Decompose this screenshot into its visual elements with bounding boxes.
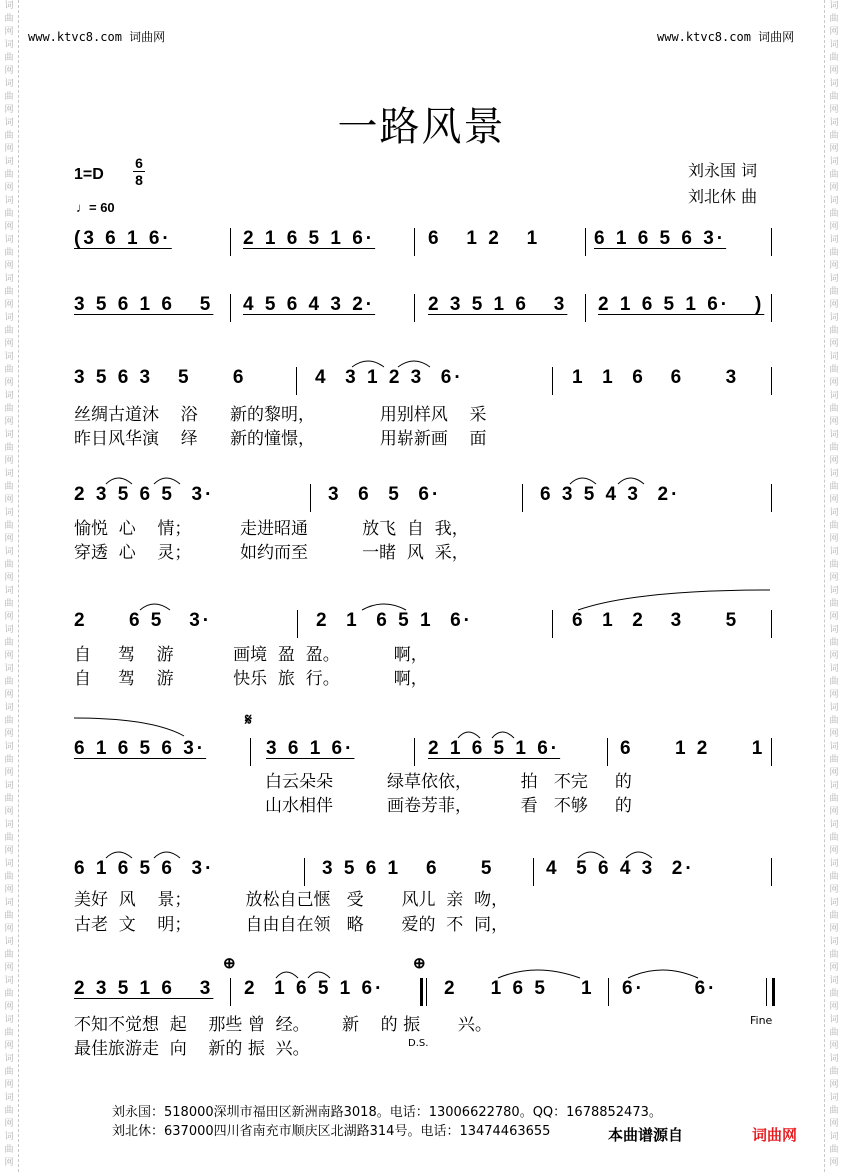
measure: 4 5 6 4 3 2·: [243, 294, 376, 315]
barline: [414, 738, 415, 766]
measure: 6 1 2 1: [428, 228, 541, 249]
lyrics-verse-1: 丝绸古道沐 浴 新的黎明， 用别样风 采: [74, 405, 487, 425]
watermark-strip-right: 词 曲 网 词 曲 网 词 曲 网 词 曲 网 词 曲 网 词 曲 网 词 曲 网 词 曲 网 词 曲 网 词 曲 网 词 曲 网 词 曲 网 词 曲 网 词 曲 网 词 曲 网 词 曲 网 词 曲 网 词 曲 网 词 曲 网 词 曲 网 词 曲 网 词 曲 网 词 曲 网 词 曲 网 词 曲 网 词 曲 网 词 曲 网 词 曲 网 词 曲 网 词 曲 网: [824, 0, 843, 1172]
barline: [771, 610, 772, 638]
lyrics-verse-1: 愉悦 心 情； 走进昭通 放飞 自 我，: [74, 519, 469, 539]
measure: 2 1 6 5 1 6·: [244, 978, 385, 999]
barline: [230, 978, 231, 1006]
measure: 3 6 1 6·: [266, 738, 355, 759]
barline: [771, 738, 772, 766]
site-link-left[interactable]: www.ktvc8.com 词曲网: [28, 30, 166, 44]
slur: [274, 966, 334, 980]
slur: [360, 598, 420, 612]
barline: [552, 610, 553, 638]
barline: [426, 978, 427, 1006]
barline: [771, 484, 772, 512]
final-barline: [772, 978, 775, 1006]
lyrics-verse-2: 最佳旅游走 向 新的 振 兴。: [74, 1039, 310, 1059]
slur: [568, 472, 658, 486]
measure: 2 6 5 3·: [74, 610, 213, 631]
measure: 6· 6·: [622, 978, 718, 999]
source-label: 本曲谱源自: [608, 1126, 684, 1144]
segno-sign: 𝄋: [245, 712, 252, 729]
contact-line-lyricist: 刘永国：518000深圳市福田区新洲南路3018。电话：13006622780。QQ：1678852473。: [112, 1105, 662, 1120]
slur: [456, 726, 526, 740]
barline: [310, 484, 311, 512]
tie: [576, 588, 776, 612]
barline: [250, 738, 251, 766]
barline: [414, 228, 415, 256]
slur: [104, 472, 194, 486]
time-signature: 6 8: [133, 155, 145, 188]
coda-sign: ⊕: [413, 955, 426, 972]
measure: 2 1 6 5 1 6·: [428, 738, 561, 759]
measure: 4 3 1 2 3 6·: [315, 367, 464, 388]
measure: 6 1 2 1: [620, 738, 766, 759]
fine-marking: Fine: [750, 1014, 773, 1027]
barline: [771, 294, 772, 322]
tie: [72, 716, 192, 740]
measure: 3 6 5 6·: [328, 484, 442, 505]
measure: 3 5 6 3 5 6: [74, 367, 247, 388]
lyrics-verse-2: 穿透 心 灵； 如约而至 一睹 风 采，: [74, 543, 469, 563]
measure: 2 1 6 5 1: [444, 978, 595, 999]
lyrics-verse-2: 古老 文 明； 自由自在领 略 爱的 不 同，: [74, 915, 509, 935]
composer-credit: 刘北休 曲: [688, 187, 758, 206]
lyrics-verse-1: 美好 风 景； 放松自己惬 受 风儿 亲 吻，: [74, 890, 509, 910]
barline: [771, 367, 772, 395]
measure: 2 1 6 5 1 6· ): [598, 294, 765, 315]
barline: [771, 228, 772, 256]
barline: [414, 294, 415, 322]
slur: [104, 846, 194, 860]
measure: 2 3 5 6 5 3·: [74, 484, 215, 505]
measure: 6 3 5 4 3 2·: [540, 484, 681, 505]
coda-sign: ⊕: [223, 955, 236, 972]
barline: [230, 294, 231, 322]
measure: 2 1 6 5 1 6·: [243, 228, 376, 249]
key-signature: 1=D: [74, 166, 104, 183]
tie: [626, 964, 706, 980]
measure: 6 1 6 5 6 3·: [74, 738, 207, 759]
barline: [230, 228, 231, 256]
lyrics-verse-1: 不知不觉想 起 那些 曾 经。 新 的 振 兴。: [74, 1015, 492, 1035]
barline: [585, 294, 586, 322]
measure: 2 3 5 1 6 3: [428, 294, 568, 315]
contact-line-composer: 刘北休：637000四川省南充市顺庆区北湖路314号。电话：13474463655: [112, 1124, 551, 1139]
source-site-link[interactable]: 词曲网: [752, 1126, 798, 1144]
measure: 2 1 6 5 1 6·: [316, 610, 473, 631]
lyrics-verse-1: 白云朵朵 绿草依依， 拍 不完 的: [265, 772, 632, 792]
barline: [607, 738, 608, 766]
lyricist-credit: 刘永国 词: [688, 161, 758, 180]
measure: 6 1 2 3 5: [572, 610, 740, 631]
tempo-marking: ♩= 60: [76, 200, 115, 215]
slur: [576, 846, 666, 860]
barline: [297, 610, 298, 638]
measure: 3 5 6 1 6 5: [74, 294, 214, 315]
measure: 6 1 6 5 6 3·: [594, 228, 727, 249]
measure: 1 1 6 6 3: [572, 367, 740, 388]
slur: [496, 964, 586, 980]
barline: [585, 228, 586, 256]
lyrics-verse-2: 自 驾 游 快乐 旅 行。 啊，: [74, 669, 428, 689]
repeat-barline: [420, 978, 423, 1006]
measure: 4 5 6 4 3 2·: [546, 858, 695, 879]
barline: [771, 858, 772, 886]
slur: [350, 355, 440, 369]
lyrics-verse-2: 昨日风华演 绎 新的憧憬， 用崭新画 面: [74, 429, 487, 449]
barline: [304, 858, 305, 886]
barline: [296, 367, 297, 395]
watermark-strip-left: 词 曲 网 词 曲 网 词 曲 网 词 曲 网 词 曲 网 词 曲 网 词 曲 网 词 曲 网 词 曲 网 词 曲 网 词 曲 网 词 曲 网 词 曲 网 词 曲 网 词 曲 网 词 曲 网 词 曲 网 词 曲 网 词 曲 网 词 曲 网 词 曲 网 词 曲 网 词 曲 网 词 曲 网 词 曲 网 词 曲 网 词 曲 网 词 曲 网 词 曲 网 词 曲 网: [0, 0, 19, 1172]
site-link-right[interactable]: www.ktvc8.com 词曲网: [657, 30, 795, 44]
barline: [766, 978, 767, 1006]
barline: [552, 367, 553, 395]
slur: [138, 598, 178, 612]
measure: (3 6 1 6·: [74, 228, 172, 249]
song-title: 一路风景: [337, 104, 506, 150]
measure: 3 5 6 1 6 5: [322, 858, 495, 879]
measure: 6 1 6 5 6 3·: [74, 858, 215, 879]
quarter-note-icon: ♩: [76, 200, 89, 215]
barline: [608, 978, 609, 1006]
measure: 2 3 5 1 6 3: [74, 978, 214, 999]
lyrics-verse-2: 山水相伴 画卷芳菲， 看 不够 的: [265, 796, 632, 816]
lyrics-verse-1: 自 驾 游 画境 盈 盈。 啊，: [74, 645, 428, 665]
ds-marking: D.S.: [408, 1038, 429, 1049]
barline: [533, 858, 534, 886]
barline: [522, 484, 523, 512]
